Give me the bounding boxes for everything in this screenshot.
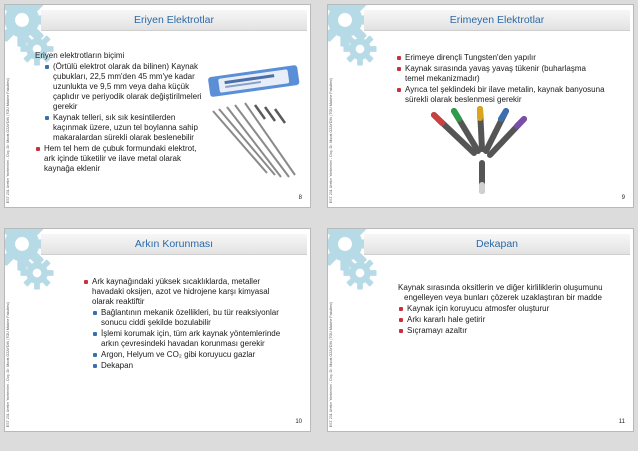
slide-title: Eriyen Elektrotlar xyxy=(41,10,307,31)
slide-body xyxy=(35,51,205,175)
list-item: Kaynak için koruyucu atmosfer oluşturur xyxy=(398,304,608,314)
page-number: 10 xyxy=(295,419,302,425)
list-item: (Örtülü elektrot olarak da bilinen) Kaynak çubukları, 22,5 mm'den 45 mm'ye kadar uzunlukta ve 9,5 mm veya daha küçük çaplıdır ve periyodik olarak değiştirilmeleri gerekir xyxy=(44,62,205,112)
list-item: İşlemi korumak için, tüm ark kaynak yöntemlerinde arkın çevresindeki havadan korunması gerekir xyxy=(92,329,283,349)
slide-body xyxy=(396,53,606,106)
list-item: Hem tel hem de çubuk formundaki elektrot, ark içinde tüketilir ve ilave metal olarak kaynağa eklenir xyxy=(35,144,205,174)
footer-vertical-text: EST 231 Uretim Yontemleri - Doç. Dr. Murat OZAYDIN (TOU Makine Fakultesi) xyxy=(6,301,10,427)
slide-erimeyen-elektrotlar xyxy=(327,4,634,208)
page-number: 11 xyxy=(618,419,625,425)
list-item: Kaynak telleri, sık sık kesintilerden kaçınmak üzere, uzun tel boylanna sahip makaralardan sürekli olarak beslenebilir xyxy=(44,113,205,143)
list-item: Eriyen elektrotların biçimi xyxy=(35,51,125,60)
page-number: 8 xyxy=(298,195,302,201)
slide-body xyxy=(398,283,608,337)
footer-vertical-text: EST 231 Uretim Yontemleri - Doç. Dr. Murat OZAYDIN (TOU Makine Fakultesi) xyxy=(6,77,10,203)
slide-title: Erimeyen Elektrotlar xyxy=(364,10,630,31)
list-item: Ayrıca tel şeklindeki bir ilave metalin, kaynak banyosuna sürekli olarak beslenmesi gerekir xyxy=(396,85,606,105)
list-item: Bağlantının mekanik özellikleri, bu tür reaksiyonlar sonucu ciddi şekilde bozulabilir xyxy=(92,308,283,328)
list-item: Erimeye dirençli Tungsten'den yapılır xyxy=(396,53,606,63)
slide-arkin-korunmasi xyxy=(4,228,311,432)
list-item: Argon, Helyum ve CO₂ gibi koruyucu gazlar xyxy=(92,350,283,360)
footer-vertical-text: EST 231 Uretim Yontemleri - Doç. Dr. Murat OZAYDIN (TOU Makine Fakultesi) xyxy=(329,77,333,203)
list-item: Sıçramayı azaltır xyxy=(398,326,608,336)
list-item: Arkı kararlı hale getirir xyxy=(398,315,608,325)
electrodes-photo xyxy=(205,63,303,203)
slide-body xyxy=(83,277,283,372)
tungsten-electrodes-photo xyxy=(424,105,534,195)
gear-icon xyxy=(19,255,55,291)
slide-title: Arkın Korunması xyxy=(41,234,307,255)
list-item: Ark kaynağındaki yüksek sıcaklıklarda, metaller havadaki oksijen, azot ve hidrojene karşı kimyasal olarak reaktiftir xyxy=(83,277,283,307)
slide-title: Dekapan xyxy=(364,234,630,255)
footer-vertical-text: EST 231 Uretim Yontemleri - Doç. Dr. Murat OZAYDIN (TOU Makine Fakultesi) xyxy=(329,301,333,427)
list-item: Kaynak sırasında yavaş yavaş tükenir (buharlaşma temel mekanizmadır) xyxy=(396,64,606,84)
gear-icon xyxy=(342,31,378,67)
list-item: Kaynak sırasında oksitlerin ve diğer kirliliklerin oluşumunu engelleyen veya bunları çözerek uzaklaştıran bir madde xyxy=(398,283,603,302)
gear-icon xyxy=(342,255,378,291)
slide-dekapan xyxy=(327,228,634,432)
list-item: Dekapan xyxy=(92,361,283,371)
page-number: 9 xyxy=(621,195,625,201)
slide-eriyen-elektrotlar xyxy=(4,4,311,208)
